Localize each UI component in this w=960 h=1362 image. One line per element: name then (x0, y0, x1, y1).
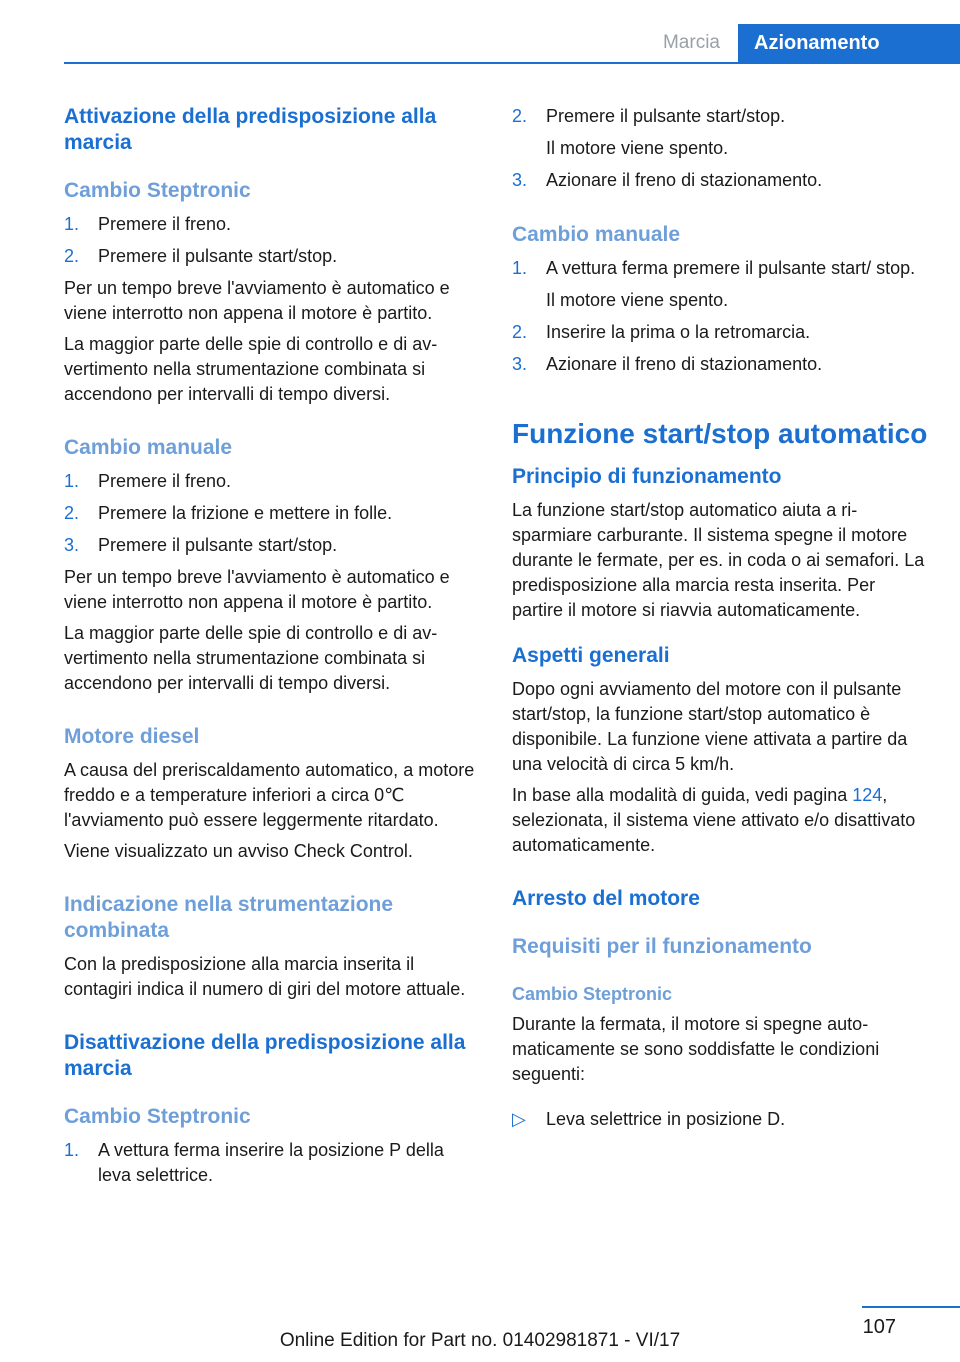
condition-list (512, 1107, 928, 1132)
paragraph: Durante la fermata, il motore si spegne automaticamente se sono soddisfatte le condizioni seguenti: (512, 1014, 880, 1084)
page-header (64, 24, 960, 64)
steptronic-heading-3: Cambio Steptronic (512, 984, 673, 1004)
section-title-startstop: Funzione start/stop automatico (512, 418, 928, 449)
paragraph: La maggior parte delle spie di controllo e di avvertimento nella strumentazione combinata si accendono per intervalli di tempo diversi. (64, 623, 438, 693)
list-item: ▷ Leva selettrice in posizione D. (512, 1107, 928, 1132)
list-item: 2. Premere il pulsante start/stop. (64, 246, 338, 266)
paragraph: Per un tempo breve l'avviamento è automatico e viene interrotto non appena il motore è partito. (64, 567, 450, 612)
footer-divider (862, 1306, 960, 1308)
indicazione-heading: Indicazione nella strumentazione combinata (64, 893, 394, 942)
paragraph: La maggior parte delle spie di controllo e di avvertimento nella strumentazione combinata si accendono per intervalli di tempo diversi. (64, 334, 438, 404)
section-title-activation: Attivazione della predisposizione alla marcia (64, 105, 437, 154)
list-item: 3. Azionare il freno di stazionamento. (512, 170, 823, 190)
steptronic-heading: Cambio Steptronic (64, 179, 251, 202)
list-item: 1. Premere il freno. (64, 471, 232, 491)
left-column (64, 104, 480, 1195)
paragraph: Con la predisposizione alla marcia inserita il contagiri indica il numero di giri del motore attuale. (64, 954, 466, 999)
principio-heading: Principio di funzionamento (512, 465, 782, 488)
arresto-heading: Arresto del motore (512, 887, 700, 910)
section-title-deactivation: Disattivazione della predisposizione alla marcia (64, 1031, 466, 1080)
paragraph: Dopo ogni avviamento del motore con il pulsante start/stop, la funzione start/stop automatico è disponibile. La funzione viene attivata a partire da una velocità di circa 5 km/h. (512, 679, 908, 774)
diesel-heading: Motore diesel (64, 725, 200, 748)
list-item: 2. Premere la frizione e mettere in folle. (64, 503, 393, 523)
list-item: 2. Inserire la prima o la retromarcia. (512, 322, 811, 342)
paragraph: Per un tempo breve l'avviamento è automatico e viene interrotto non appena il motore è partito. (64, 278, 450, 323)
manuale-steps (64, 469, 480, 558)
list-item: 1. A vettura ferma premere il pulsante start/ stop. Il motore viene spento. (512, 258, 916, 310)
page-reference-link[interactable]: 124 (852, 785, 883, 805)
manuale-heading: Cambio manuale (64, 436, 233, 459)
header-chapter: Azionamento (738, 24, 960, 62)
list-item: 3. Azionare il freno di stazionamento. (512, 354, 823, 374)
deactivation-steps-cont (512, 104, 928, 193)
requisiti-heading: Requisiti per il funzionamento (512, 935, 812, 958)
right-column (512, 104, 928, 1139)
edition-note: Online Edition for Part no. 01402981871 - VI/17 (279, 1330, 681, 1351)
aspetti-heading: Aspetti generali (512, 644, 670, 667)
steptronic-steps (64, 212, 480, 269)
steptronic-heading-2: Cambio Steptronic (64, 1105, 251, 1128)
list-item: 2. Premere il pulsante start/stop. Il motore viene spento. (512, 106, 786, 158)
manuale-steps-2 (512, 256, 928, 377)
paragraph: Viene visualizzato un avviso Check Control. (64, 841, 413, 861)
triangle-bullet-icon: ▷ (512, 1109, 526, 1129)
header-section: Marcia (662, 32, 720, 53)
page-number: 107 (862, 1316, 896, 1338)
deactivation-steps (64, 1138, 480, 1188)
list-item: 1. Premere il freno. (64, 214, 232, 234)
paragraph: A causa del preriscaldamento automatico, a motore freddo e a temperature inferiori a circa 0℃ l'avviamento può essere leggermente ritardato. (64, 760, 475, 830)
paragraph: La funzione start/stop automatico aiuta a risparmiare carburante. Il sistema spegne il motore durante le fermate, per es. in coda o ai semafori. La predisposizione alla marcia resta inserita. Per partire il motore si riavvia automaticamente. (512, 500, 925, 620)
list-item: 3. Premere il pulsante start/stop. (64, 535, 338, 555)
manuale-heading-2: Cambio manuale (512, 223, 681, 246)
paragraph-with-link: In base alla modalità di guida, vedi pagina 124, selezionata, il sistema viene attivato e/o disattivato automaticamente. (512, 785, 916, 855)
list-item: 1. A vettura ferma inserire la posizione P della leva selettrice. (64, 1140, 444, 1185)
